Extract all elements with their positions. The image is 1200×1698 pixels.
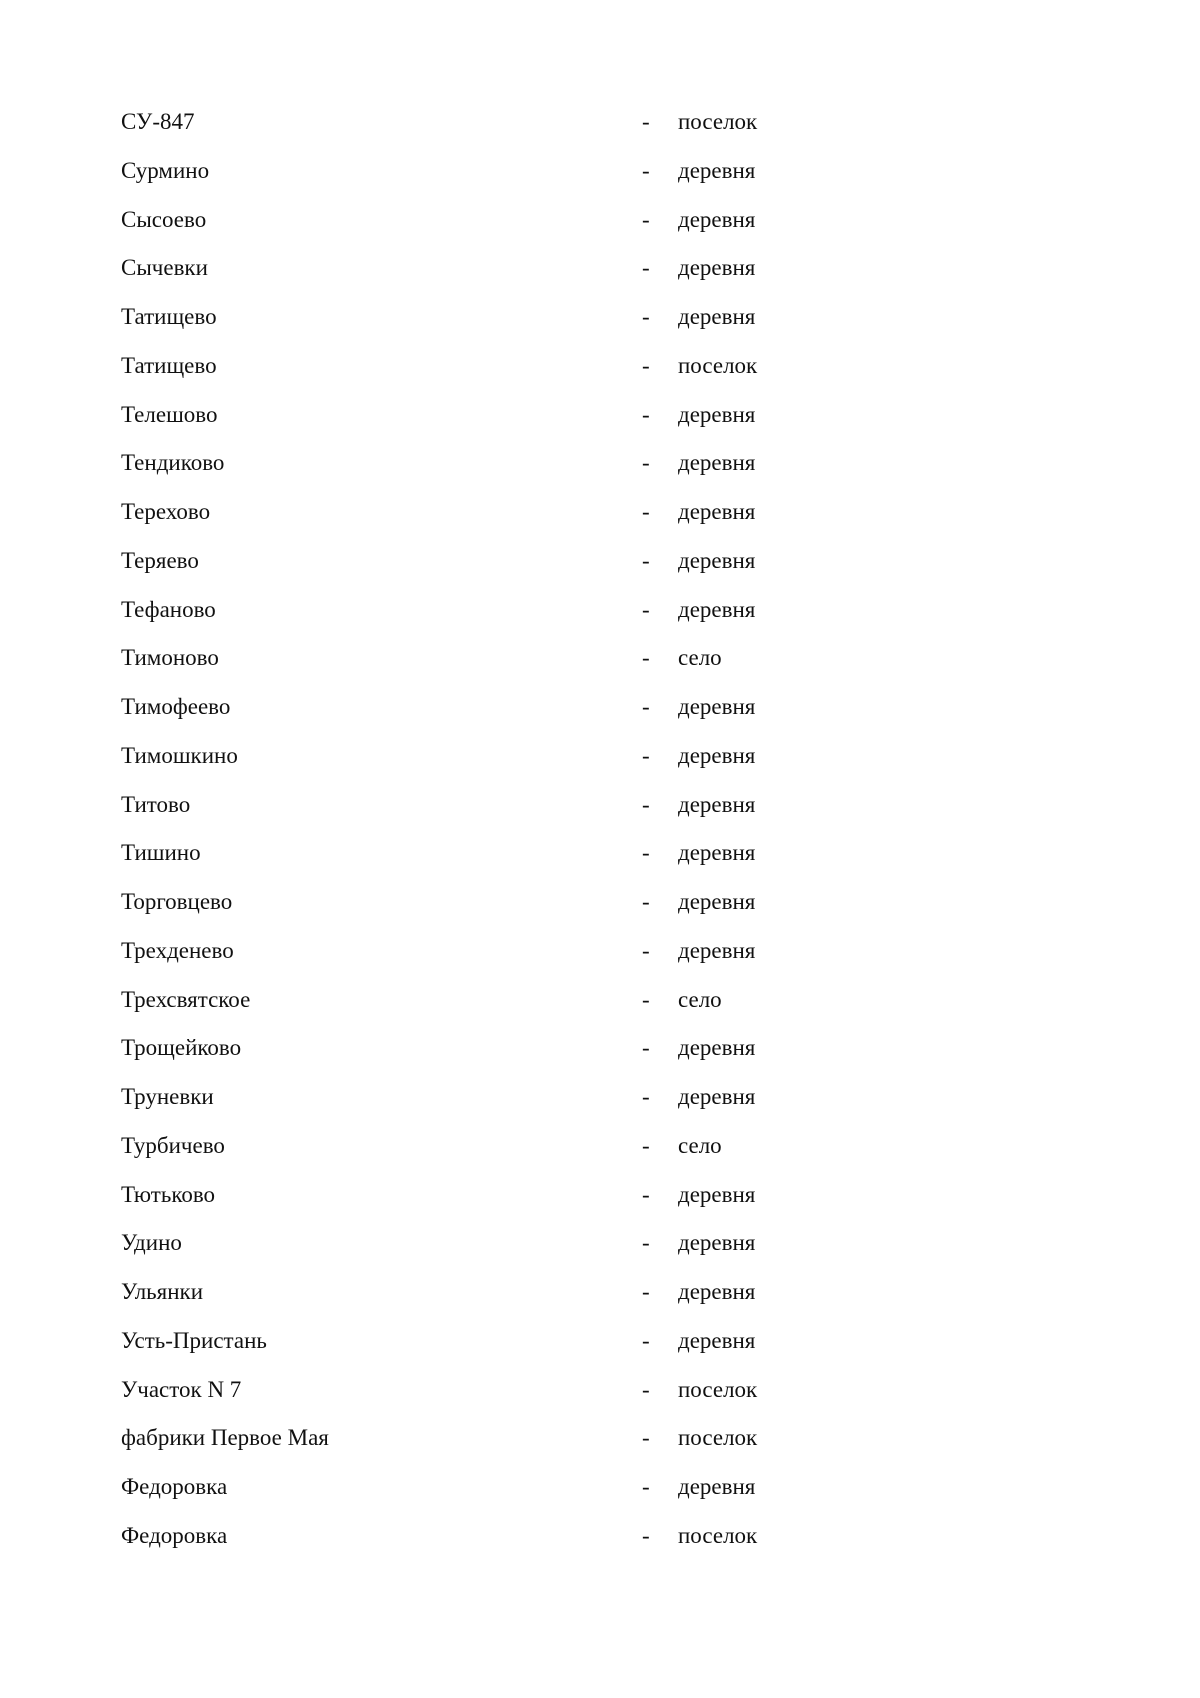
settlement-name: Тефаново bbox=[121, 596, 216, 622]
settlement-type: деревня bbox=[678, 1474, 756, 1499]
separator-dash: - bbox=[642, 1474, 650, 1499]
settlement-type: поселок bbox=[678, 109, 758, 134]
settlement-name: Участок N 7 bbox=[121, 1376, 242, 1402]
separator-dash: - bbox=[642, 401, 650, 427]
list-item bbox=[121, 985, 821, 1034]
separator-dash: - bbox=[642, 157, 650, 183]
separator-dash: - bbox=[642, 547, 650, 573]
list-item bbox=[121, 838, 821, 887]
settlement-type: деревня bbox=[678, 304, 756, 329]
list-item bbox=[121, 1277, 821, 1326]
settlement-name: Сурмино bbox=[121, 157, 210, 183]
separator-dash: - bbox=[642, 889, 650, 914]
settlement-type: деревня bbox=[678, 791, 756, 817]
settlement-type: село bbox=[678, 986, 722, 1012]
settlement-type: деревня bbox=[678, 694, 756, 719]
separator-dash: - bbox=[642, 1279, 650, 1304]
settlement-name: Федоровка bbox=[121, 1522, 228, 1548]
settlement-type: деревня bbox=[678, 1084, 756, 1109]
list-item bbox=[121, 156, 821, 205]
separator-dash: - bbox=[642, 255, 650, 281]
settlement-name: Труневки bbox=[121, 1084, 214, 1109]
settlement-type: деревня bbox=[678, 1230, 756, 1256]
separator-dash: - bbox=[642, 1181, 650, 1207]
list-item bbox=[121, 1326, 821, 1375]
settlement-name: Удино bbox=[121, 1230, 182, 1256]
settlement-type: деревня bbox=[678, 499, 756, 524]
settlement-type: поселок bbox=[678, 352, 758, 378]
settlement-type: поселок bbox=[678, 1425, 758, 1451]
settlement-name: СУ-847 bbox=[121, 109, 195, 134]
list-item bbox=[121, 351, 821, 400]
list-item bbox=[121, 643, 821, 692]
separator-dash: - bbox=[642, 742, 650, 768]
settlement-name: Татищево bbox=[121, 352, 217, 378]
list-item bbox=[121, 107, 821, 156]
settlement-type: деревня bbox=[678, 401, 756, 427]
list-item bbox=[121, 741, 821, 790]
settlement-type: деревня bbox=[678, 742, 756, 768]
list-item bbox=[121, 1228, 821, 1277]
settlement-type: село bbox=[678, 645, 722, 671]
settlement-type: деревня bbox=[678, 206, 756, 232]
settlement-type: деревня bbox=[678, 1035, 756, 1061]
separator-dash: - bbox=[642, 694, 650, 719]
settlement-name: Тендиково bbox=[121, 450, 225, 476]
settlement-name: Трощейково bbox=[121, 1035, 242, 1061]
list-item bbox=[121, 887, 821, 936]
separator-dash: - bbox=[642, 1132, 650, 1158]
separator-dash: - bbox=[642, 109, 650, 134]
separator-dash: - bbox=[642, 986, 650, 1012]
settlement-type: деревня bbox=[678, 840, 756, 866]
separator-dash: - bbox=[642, 450, 650, 476]
settlement-name: Усть-Пристань bbox=[121, 1327, 267, 1353]
list-item bbox=[121, 595, 821, 644]
settlement-name: Трехсвятское bbox=[121, 986, 251, 1012]
list-item bbox=[121, 302, 821, 351]
settlement-type: деревня bbox=[678, 596, 756, 622]
settlement-name: Титово bbox=[121, 791, 191, 817]
list-item bbox=[121, 1423, 821, 1472]
separator-dash: - bbox=[642, 840, 650, 866]
settlement-name: Тишино bbox=[121, 840, 201, 866]
settlement-type: село bbox=[678, 1132, 722, 1158]
separator-dash: - bbox=[642, 791, 650, 817]
settlement-type: деревня bbox=[678, 1181, 756, 1207]
settlement-name: Сысоево bbox=[121, 206, 207, 232]
separator-dash: - bbox=[642, 596, 650, 622]
list-item bbox=[121, 1472, 821, 1521]
settlement-name: Турбичево bbox=[121, 1132, 225, 1158]
settlement-type: деревня bbox=[678, 937, 756, 963]
list-item bbox=[121, 1131, 821, 1180]
settlement-list bbox=[121, 107, 821, 1570]
list-item bbox=[121, 448, 821, 497]
separator-dash: - bbox=[642, 1522, 650, 1548]
list-item bbox=[121, 253, 821, 302]
list-item bbox=[121, 1033, 821, 1082]
list-item bbox=[121, 1082, 821, 1131]
settlement-type: деревня bbox=[678, 450, 756, 476]
separator-dash: - bbox=[642, 1376, 650, 1402]
list-item bbox=[121, 1180, 821, 1229]
list-item bbox=[121, 790, 821, 839]
settlement-type: деревня bbox=[678, 889, 756, 914]
separator-dash: - bbox=[642, 304, 650, 329]
settlement-name: Торговцево bbox=[121, 889, 233, 914]
settlement-name: Федоровка bbox=[121, 1474, 228, 1499]
list-item bbox=[121, 692, 821, 741]
settlement-type: деревня bbox=[678, 547, 756, 573]
list-item bbox=[121, 546, 821, 595]
settlement-name: Теряево bbox=[121, 547, 199, 573]
list-item bbox=[121, 936, 821, 985]
separator-dash: - bbox=[642, 1084, 650, 1109]
settlement-name: фабрики Первое Мая bbox=[121, 1425, 329, 1451]
settlement-type: деревня bbox=[678, 1279, 756, 1304]
settlement-name: Тимошкино bbox=[121, 742, 238, 768]
settlement-name: Телешово bbox=[121, 401, 218, 427]
settlement-name: Ульянки bbox=[121, 1279, 204, 1304]
settlement-name: Тимофеево bbox=[121, 694, 231, 719]
separator-dash: - bbox=[642, 1035, 650, 1061]
separator-dash: - bbox=[642, 1230, 650, 1256]
settlement-name: Тимоново bbox=[121, 645, 219, 671]
settlement-name: Трехденево bbox=[121, 937, 234, 963]
separator-dash: - bbox=[642, 499, 650, 524]
separator-dash: - bbox=[642, 352, 650, 378]
settlement-name: Тютьково bbox=[121, 1181, 216, 1207]
settlement-type: деревня bbox=[678, 1327, 756, 1353]
separator-dash: - bbox=[642, 645, 650, 671]
settlement-name: Терехово bbox=[121, 499, 211, 524]
settlement-type: деревня bbox=[678, 157, 756, 183]
list-item bbox=[121, 497, 821, 546]
settlement-type: поселок bbox=[678, 1376, 758, 1402]
settlement-type: деревня bbox=[678, 255, 756, 281]
list-item bbox=[121, 205, 821, 254]
separator-dash: - bbox=[642, 937, 650, 963]
separator-dash: - bbox=[642, 206, 650, 232]
separator-dash: - bbox=[642, 1327, 650, 1353]
list-item bbox=[121, 1521, 821, 1570]
settlement-name: Сычевки bbox=[121, 255, 208, 281]
list-item bbox=[121, 400, 821, 449]
separator-dash: - bbox=[642, 1425, 650, 1451]
list-item bbox=[121, 1375, 821, 1424]
settlement-name: Татищево bbox=[121, 304, 217, 329]
settlement-type: поселок bbox=[678, 1522, 758, 1548]
